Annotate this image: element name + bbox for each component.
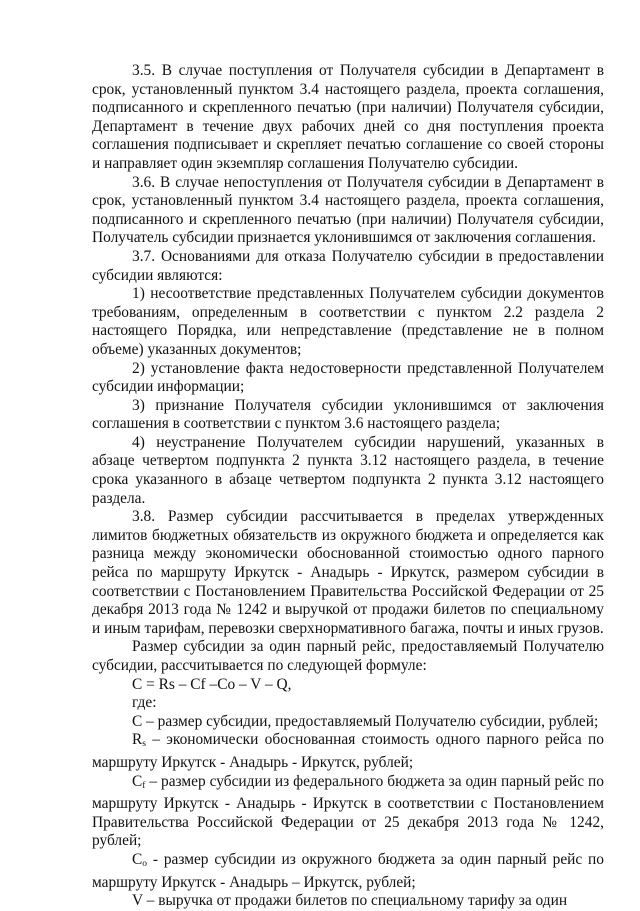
definition-cf [92, 773, 604, 851]
paragraph-3-5: 3.5. В случае поступления от Получателя субсидии в Департамент в срок, установленный пунктом 3.4 настоящего раздела, проекта соглашения, подписанного и скрепленного печатью (при наличии) Получателя субсидии, Департамент в течение двух рабочих дней со дня поступления проекта соглашения подписывает и скрепляет печатью соглашение со своей стороны и направляет один экземпляр соглашения Получателю субсидии. [92, 62, 604, 172]
where-label: где: [132, 694, 157, 712]
definition-co [92, 851, 604, 892]
subscript-f: f [142, 780, 146, 791]
subsidy-formula: C = Rs – Cf –Co – V – Q, [132, 675, 292, 693]
subscript-o: o [142, 858, 148, 869]
list-item-3: 3) признание Получателя субсидии уклонившимся от заключения соглашения в соответствии с пунктом 3.6 настоящего раздела; [92, 396, 604, 433]
list-item-1: 1) несоответствие представленных Получателем субсидии документов требованиям, определенным в соответствии с пунктом 2.2 раздела 2 настоящего Порядка, или непредставление (представление не в полном объеме) указанных документов; [92, 285, 604, 358]
subscript-s: s [142, 739, 146, 750]
list-item-2: 2) установление факта недостоверности представленной Получателем субсидии информации; [92, 359, 604, 396]
definition-cf-text: – размер субсидии из федерального бюджета за один парный рейс по маршруту Иркутск - Анадырь - Иркутск в соответствии с Постановлением Правительства Российской Федерации от 25 декабря 2013 года № 1242, рублей; [92, 772, 604, 850]
symbol-c-f: С [132, 772, 143, 790]
paragraph-3-8: 3.8. Размер субсидии рассчитывается в пределах утвержденных лимитов бюджетных обязательств из окружного бюджета и определяется как разница между экономически обоснованной стоимостью одного парного рейса по маршруту Иркутск - Анадырь - Иркутск, размером субсидии в соответствии с Постановлением Правительства Российской Федерации от 25 декабря 2013 года № 1242 и выручкой от продажи билетов по специальному и иным тарифам, перевозки сверхнормативного багажа, почты и иных грузов. [92, 508, 604, 637]
definition-rs-text: – экономически обоснованная стоимость одного парного рейса по маршруту Иркутск - Анадырь - Иркутск, рублей; [92, 731, 604, 771]
definition-rs [92, 731, 604, 772]
paragraph-3-6: 3.6. В случае непоступления от Получателя субсидии в Департамент в срок, установленный пунктом 3.4 настоящего раздела, проекта соглашения, подписанного и скрепленного печатью (при наличии) Получателя субсидии, Получатель субсидии признается уклонившимся от заключения соглашения. [92, 173, 604, 247]
list-item-4: 4) неустранение Получателем субсидии нарушений, указанных в абзаце четвертом подпункта 2 пункта 3.12 настоящего раздела, в течение срока указанного в абзаце четвертом подпункта 2 пункта 3.12 настоящего раздела. [92, 433, 604, 507]
paragraph-3-7: 3.7. Основаниями для отказа Получателю субсидии в предоставлении субсидии являются: [92, 247, 604, 284]
symbol-r: R [132, 731, 143, 749]
symbol-c-o: С [132, 850, 143, 868]
definition-c: С – размер субсидии, предоставляемый Получателю субсидии, рублей; [132, 712, 599, 730]
document-page [92, 62, 604, 911]
paragraph-formula-intro: Размер субсидии за один парный рейс, предоставляемый Получателю субсидии, рассчитывается по следующей формуле: [92, 638, 604, 674]
definition-v: V – выручка от продажи билетов по специальному тарифу за один [132, 892, 568, 910]
definition-co-text: - размер субсидии из окружного бюджета за один парный рейс по маршруту Иркутск - Анадырь – Иркутск, рублей; [92, 850, 604, 891]
